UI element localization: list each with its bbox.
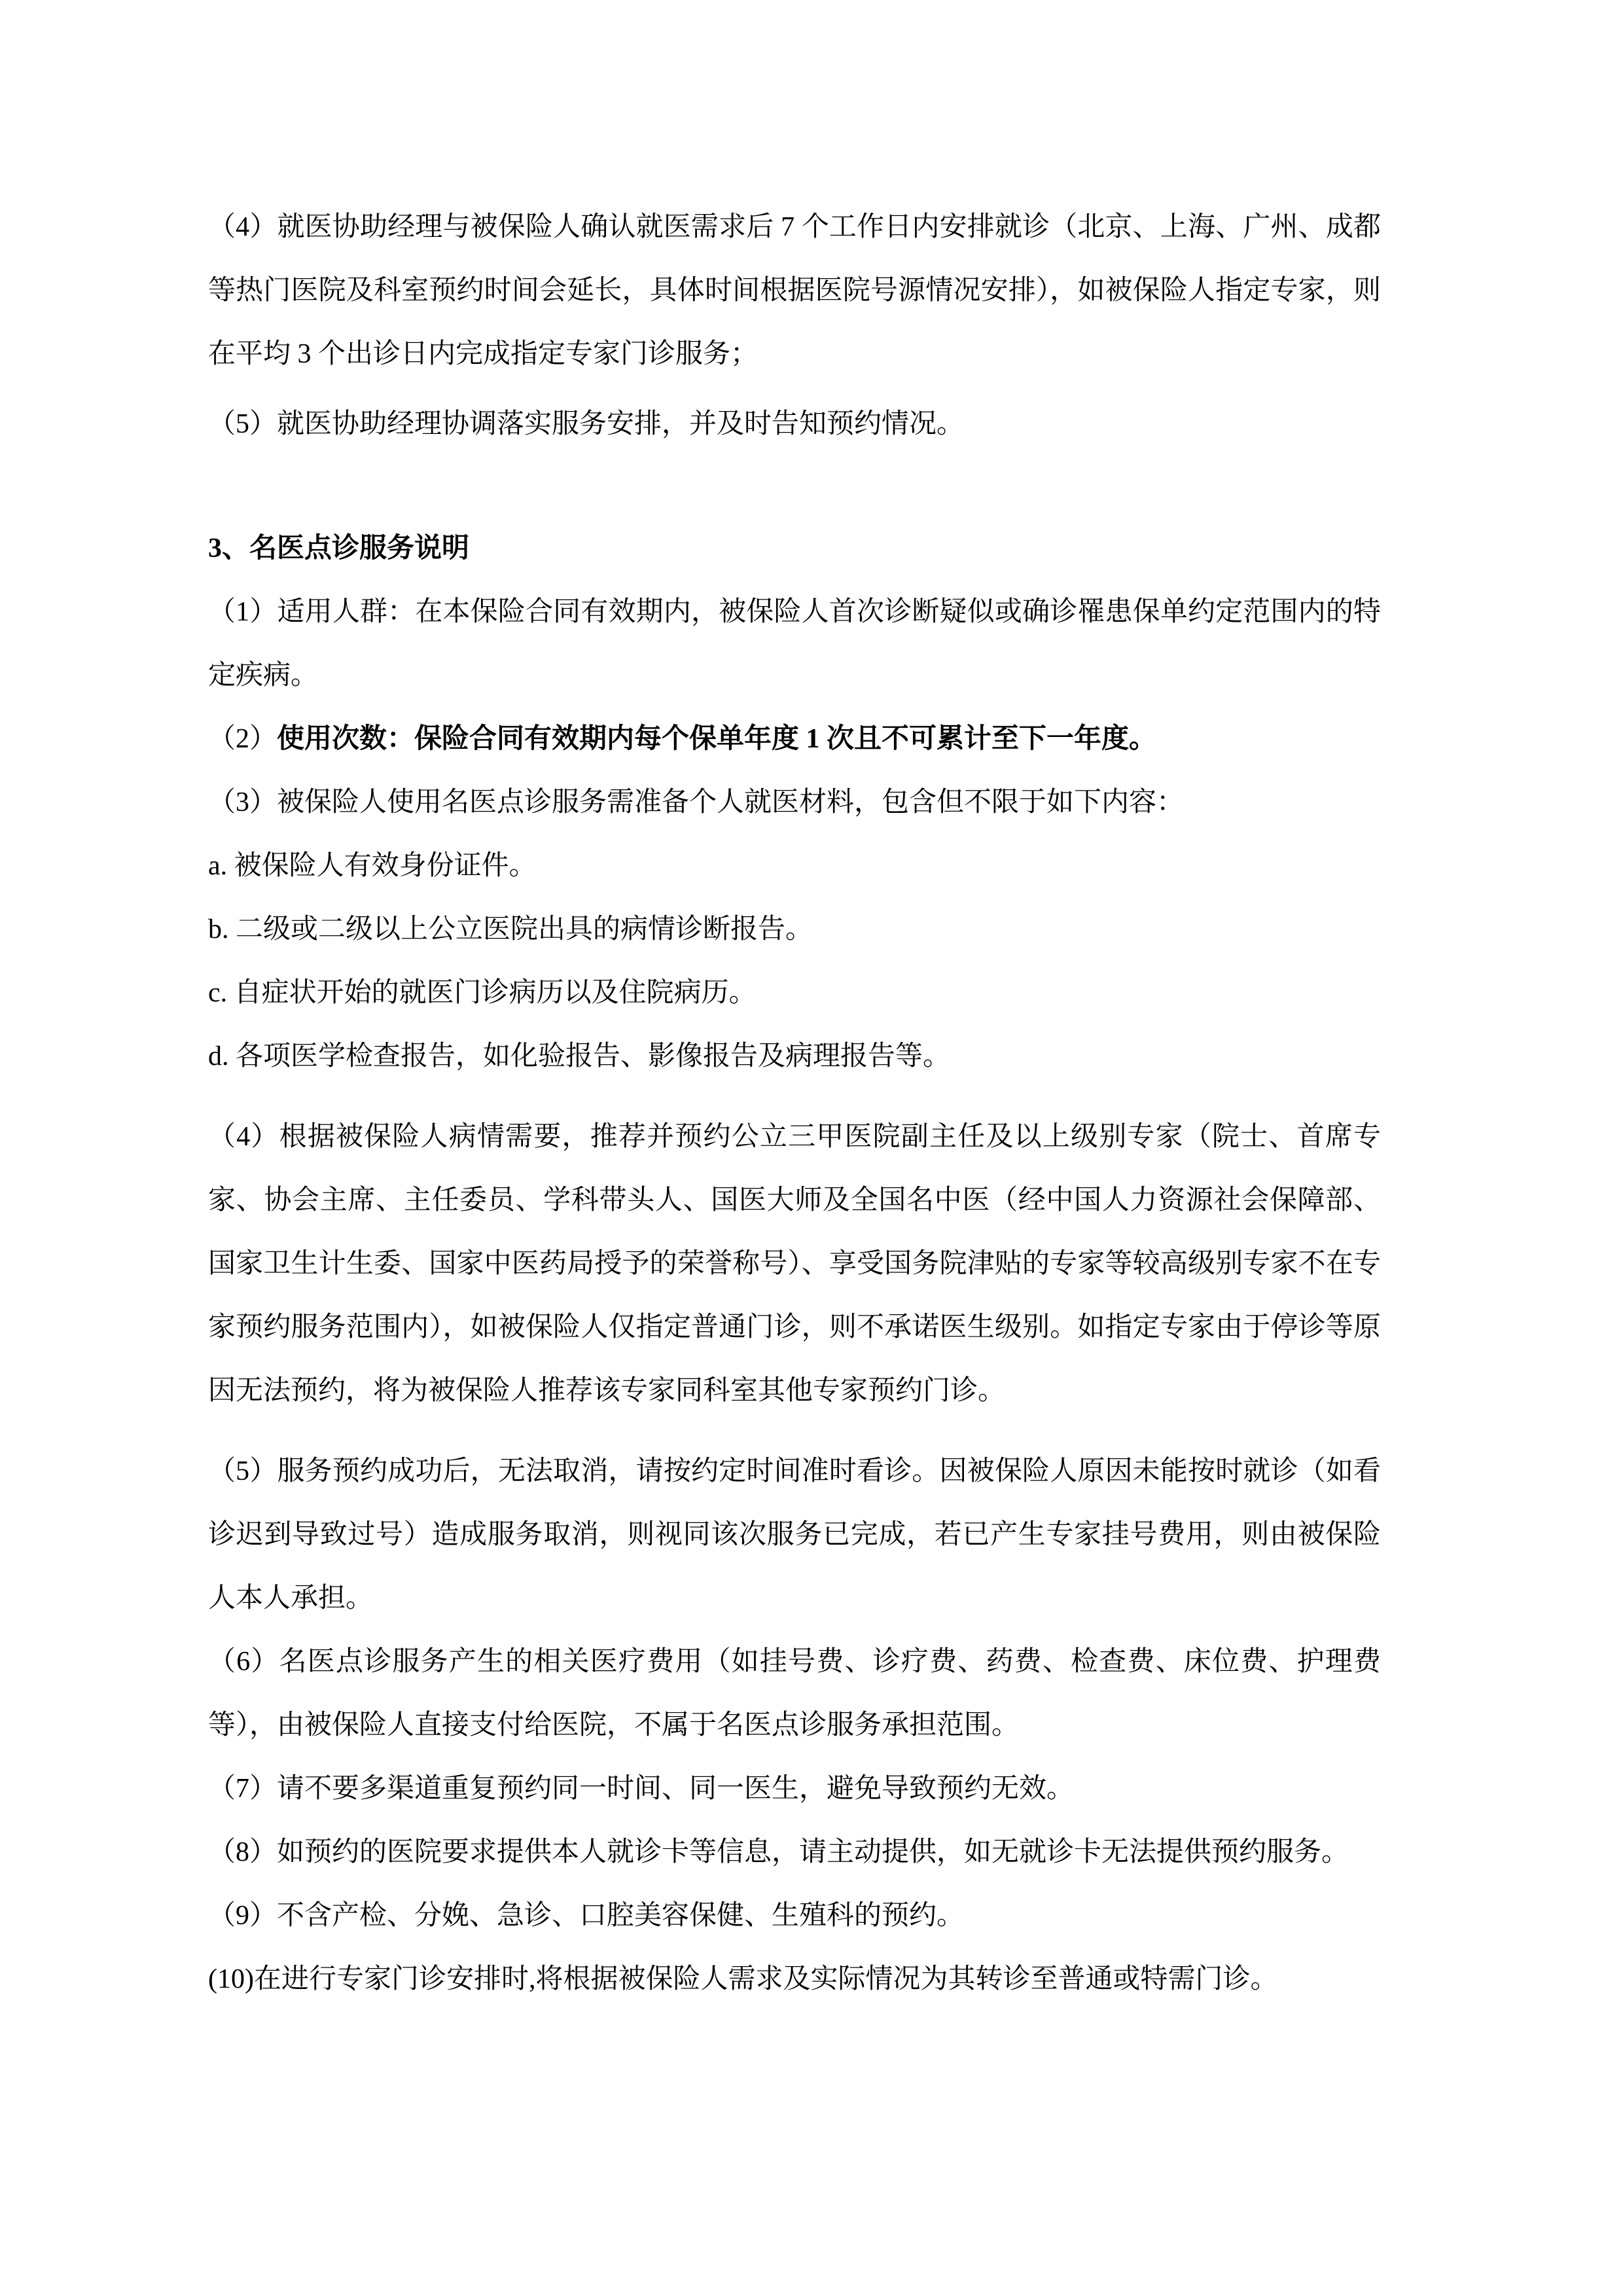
para-item2-usage-count <box>208 708 1381 771</box>
document-body <box>208 196 1381 2011</box>
list-item-d: d. 各项医学检查报告，如化验报告、影像报告及病理报告等。 <box>208 1041 951 1071</box>
list-item-a: a. 被保险人有效身份证件。 <box>208 851 537 881</box>
para-sec2-item4: （4）就医协助经理与被保险人确认就医需求后 7 个工作日内安排就诊（北京、上海、广州、成都等热门医院及科室预约时间会延长，具体时间根据医院号源情况安排），如被保险人指定专家，则在平均 3 个出诊日内完成指定专家门诊服务； <box>208 212 1381 369</box>
para-item10-referral: (10)在进行专家门诊安排时,将根据被保险人需求及实际情况为其转诊至普通或特需门诊。 <box>208 1964 1278 1994</box>
para-item7-duplicate-booking: （7）请不要多渠道重复预约同一时间、同一医生，避免导致预约无效。 <box>208 1774 1075 1804</box>
para-item4-expert-booking: （4）根据被保险人病情需要，推荐并预约公立三甲医院副主任及以上级别专家（院士、首席专家、协会主席、主任委员、学科带头人、国医大师及全国名中医（经中国人力资源社会保障部、国家卫生计生委、国家中医药局授予的荣誉称号）、享受国务院津贴的专家等较高级别专家不在专家预约服务范围内），如被保险人仅指定普通门诊，则不承诺医生级别。如指定专家由于停诊等原因无法预约，将为被保险人推荐该专家同科室其他专家预约门诊。 <box>208 1122 1381 1406</box>
list-item-c: c. 自症状开始的就医门诊病历以及住院病历。 <box>208 978 757 1008</box>
para-sec2-item5: （5）就医协助经理协调落实服务安排，并及时告知预约情况。 <box>208 409 965 439</box>
para-item9-exclusions: （9）不含产检、分娩、急诊、口腔美容保健、生殖科的预约。 <box>208 1901 965 1931</box>
list-item-b: b. 二级或二级以上公立医院出具的病情诊断报告。 <box>208 914 813 944</box>
para-item2-number: （2） <box>208 724 277 754</box>
para-item5-no-cancellation: （5）服务预约成功后，无法取消，请按约定时间准时看诊。因被保险人原因未能按时就诊（如看诊迟到导致过号）造成服务取消，则视同该次服务已完成，若已产生专家挂号费用，则由被保险人本人承担。 <box>208 1456 1381 1613</box>
para-item8-hospital-card: （8）如预约的医院要求提供本人就诊卡等信息，请主动提供，如无就诊卡无法提供预约服务。 <box>208 1837 1349 1867</box>
para-item1-applicable-group: （1）适用人群：在本保险合同有效期内，被保险人首次诊断疑似或确诊罹患保单约定范围内的特定疾病。 <box>208 597 1381 691</box>
para-item6-medical-fees: （6）名医点诊服务产生的相关医疗费用（如挂号费、诊疗费、药费、检查费、床位费、护理费等），由被保险人直接支付给医院，不属于名医点诊服务承担范围。 <box>208 1647 1381 1740</box>
section-heading-3: 3、名医点诊服务说明 <box>208 533 470 564</box>
para-item2-bold-text: 使用次数：保险合同有效期内每个保单年度 1 次且不可累计至下一年度。 <box>277 724 1157 754</box>
para-item3-materials: （3）被保险人使用名医点诊服务需准备个人就医材料，包含但不限于如下内容： <box>208 787 1185 817</box>
